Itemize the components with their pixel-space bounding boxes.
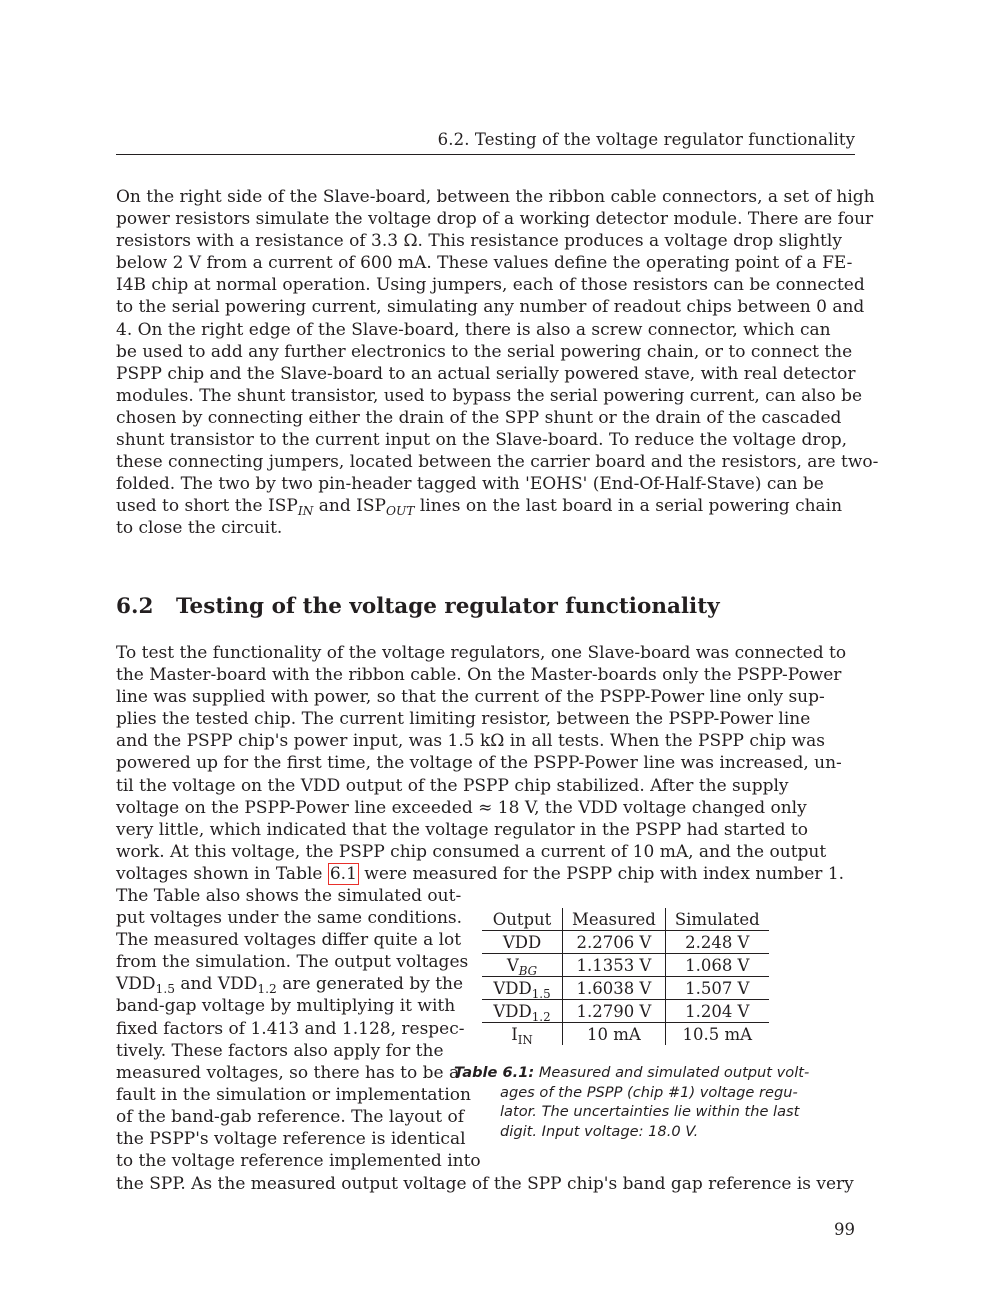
voltage-table <box>482 908 769 1045</box>
cell-measured <box>563 954 666 977</box>
isp-mid: and ISP <box>313 496 386 517</box>
cell-output-subscript: 1.5 <box>531 986 551 1001</box>
cell-measured <box>563 1023 666 1046</box>
continuation-paragraph <box>116 1173 854 1195</box>
text-line: these connecting jumpers, located between the carrier board and the resistors, are two- <box>116 452 879 473</box>
text-line: PSPP chip and the Slave-board to an actual serially powered stave, with real detector <box>116 363 856 384</box>
table-header-row <box>482 908 769 931</box>
cell-output-text: VDD <box>493 1002 532 1021</box>
text-line: resistors with a resistance of 3.3 Ω. This resistance produces a voltage drop slightly <box>116 231 842 252</box>
caption-first-line <box>454 1063 810 1083</box>
vdd-a: VDD <box>116 974 156 995</box>
vdd-post: are generated by the <box>276 974 464 995</box>
cell-simulated <box>665 977 768 1000</box>
text-line: band-gap voltage by multiplying it with <box>116 996 456 1017</box>
cell-output <box>482 931 563 954</box>
cell-output-text: VDD <box>493 979 532 998</box>
text-line: very little, which indicated that the voltage regulator in the PSPP had started to <box>116 819 808 840</box>
text-line: the SPP. As the measured output voltage of the SPP chip's band gap reference is very <box>116 1174 854 1194</box>
text-line: til the voltage on the VDD output of the PSPP chip stabilized. After the supply <box>116 775 789 796</box>
caption-first-text: Measured and simulated output volt- <box>534 1064 810 1081</box>
side-paragraph <box>116 885 481 1172</box>
table-row <box>482 931 769 954</box>
text-line: The Table also shows the simulated out- <box>116 886 462 906</box>
text-line: fault in the simulation or implementation <box>116 1084 471 1105</box>
section-heading <box>116 592 720 622</box>
cell-measured-text: 1.6038 V <box>576 979 652 998</box>
text-line: from the simulation. The output voltages <box>116 952 469 973</box>
cell-simulated-text: 2.248 V <box>685 933 750 952</box>
cell-output-subscript: 1.2 <box>531 1009 551 1024</box>
cell-simulated <box>665 1023 768 1046</box>
table-row <box>482 977 769 1000</box>
vdd-text-line <box>116 973 464 997</box>
text-line: the Master-board with the ribbon cable. On the Master-boards only the PSPP-Power <box>116 665 842 686</box>
text-line: put voltages under the same conditions. <box>116 908 463 929</box>
cell-output <box>482 1023 563 1046</box>
table-body <box>482 931 769 1046</box>
cell-simulated-text: 10.5 mA <box>682 1025 753 1044</box>
ref-post: were measured for the PSPP chip with index number 1. <box>358 863 845 884</box>
cell-measured <box>563 1000 666 1023</box>
cell-output-text: VDD <box>502 933 542 952</box>
table-reference-line <box>116 863 845 885</box>
text-line: to the voltage reference implemented into <box>116 1151 481 1172</box>
header-measured: Measured <box>563 908 666 931</box>
text-line: measured voltages, so there has to be a <box>116 1062 460 1083</box>
text-line: be used to add any further electronics to the serial powering chain, or to connect the <box>116 341 853 362</box>
main-paragraph <box>116 642 847 885</box>
cell-simulated-text: 1.068 V <box>685 956 750 975</box>
isp-out-subscript: OUT <box>385 504 415 519</box>
section-title: Testing of the voltage regulator functionality <box>176 594 720 619</box>
cell-simulated <box>665 954 768 977</box>
cell-measured-text: 2.2706 V <box>576 933 652 952</box>
text-line: below 2 V from a current of 600 mA. These values define the operating point of a FE- <box>116 253 853 274</box>
isp-post: lines on the last board in a serial powering chain <box>414 496 843 517</box>
text-line: tively. These factors also apply for the <box>116 1040 444 1061</box>
text-line: to the serial powering current, simulating any number of readout chips between 0 and <box>116 297 865 318</box>
running-header <box>116 130 855 155</box>
cell-output <box>482 977 563 1000</box>
cell-output-text: V <box>506 956 519 975</box>
text-line: To test the functionality of the voltage regulators, one Slave-board was connected to <box>116 643 847 663</box>
ref-pre: voltages shown in Table <box>116 863 328 884</box>
caption-line: digit. Input voltage: 18.0 V. <box>500 1122 699 1140</box>
vdd-a-subscript: 1.5 <box>155 982 176 997</box>
cell-simulated <box>665 931 768 954</box>
vdd-mid: and VDD <box>175 974 258 995</box>
text-line: The measured voltages differ quite a lot <box>116 930 462 951</box>
table-row <box>482 954 769 977</box>
cell-output <box>482 954 563 977</box>
text-line: folded. The two by two pin-header tagged with 'EOHS' (End-Of-Half-Stave) can be <box>116 474 824 495</box>
text-line: work. At this voltage, the PSPP chip consumed a current of 10 mA, and the output <box>116 841 827 862</box>
table-row <box>482 1000 769 1023</box>
intro-paragraph <box>116 186 879 540</box>
text-line: fixed factors of 1.413 and 1.128, respec- <box>116 1018 465 1039</box>
caption-label: Table 6.1: <box>454 1064 535 1081</box>
cell-measured-text: 1.2790 V <box>576 1002 652 1021</box>
isp-text-line <box>116 495 843 519</box>
cell-simulated-text: 1.204 V <box>685 1002 750 1021</box>
text-line: 4. On the right edge of the Slave-board, there is also a screw connector, which can <box>116 319 831 340</box>
text-line: modules. The shunt transistor, used to bypass the serial powering current, can also be <box>116 385 863 406</box>
cell-measured <box>563 977 666 1000</box>
caption-line: lator. The uncertainties lie within the last <box>500 1103 800 1121</box>
header-simulated: Simulated <box>665 908 768 931</box>
text-line: power resistors simulate the voltage drop of a working detector module. There are four <box>116 209 874 230</box>
running-header-title: 6.2. Testing of the voltage regulator functionality <box>437 130 855 149</box>
cell-measured-text: 10 mA <box>587 1025 641 1044</box>
cell-simulated-text: 1.507 V <box>685 979 750 998</box>
header-output: Output <box>482 908 563 931</box>
text-line: and the PSPP chip's power input, was 1.5 kΩ in all tests. When the PSPP chip was <box>116 731 825 752</box>
text-line: powered up for the first time, the voltage of the PSPP-Power line was increased, un- <box>116 753 842 774</box>
text-line: plies the tested chip. The current limiting resistor, between the PSPP-Power line <box>116 709 811 730</box>
text-line: chosen by connecting either the drain of the SPP shunt or the drain of the cascaded <box>116 407 842 428</box>
cell-measured-text: 1.1353 V <box>576 956 652 975</box>
cell-output-subscript: BG <box>518 963 538 978</box>
cell-output <box>482 1000 563 1023</box>
table-caption <box>454 1063 810 1141</box>
caption-line: ages of the PSPP (chip #1) voltage regu- <box>500 1083 798 1101</box>
isp-in-subscript: IN <box>297 504 314 519</box>
text-line: of the band-gab reference. The layout of <box>116 1106 465 1127</box>
section-number: 6.2 <box>116 594 154 619</box>
isp-pre: used to short the ISP <box>116 496 298 517</box>
page-number: 99 <box>834 1220 855 1239</box>
table-row <box>482 1023 769 1046</box>
text-line: shunt transistor to the current input on the Slave-board. To reduce the voltage drop, <box>116 430 848 451</box>
text-line: line was supplied with power, so that the current of the PSPP-Power line only sup- <box>116 687 825 708</box>
cell-measured <box>563 931 666 954</box>
cell-output-subscript: IN <box>517 1032 533 1047</box>
cell-output-text: I <box>511 1025 518 1044</box>
vdd-b-subscript: 1.2 <box>257 982 277 997</box>
text-line: On the right side of the Slave-board, between the ribbon cable connectors, a set of high <box>116 187 875 207</box>
text-line: to close the circuit. <box>116 518 283 539</box>
text-line: the PSPP's voltage reference is identical <box>116 1129 466 1150</box>
text-line: voltage on the PSPP-Power line exceeded ≈ 18 V, the VDD voltage changed only <box>116 797 807 818</box>
table-6-1-link[interactable]: 6.1 <box>329 863 357 884</box>
text-line: I4B chip at normal operation. Using jumpers, each of those resistors can be connected <box>116 275 865 296</box>
cell-simulated <box>665 1000 768 1023</box>
